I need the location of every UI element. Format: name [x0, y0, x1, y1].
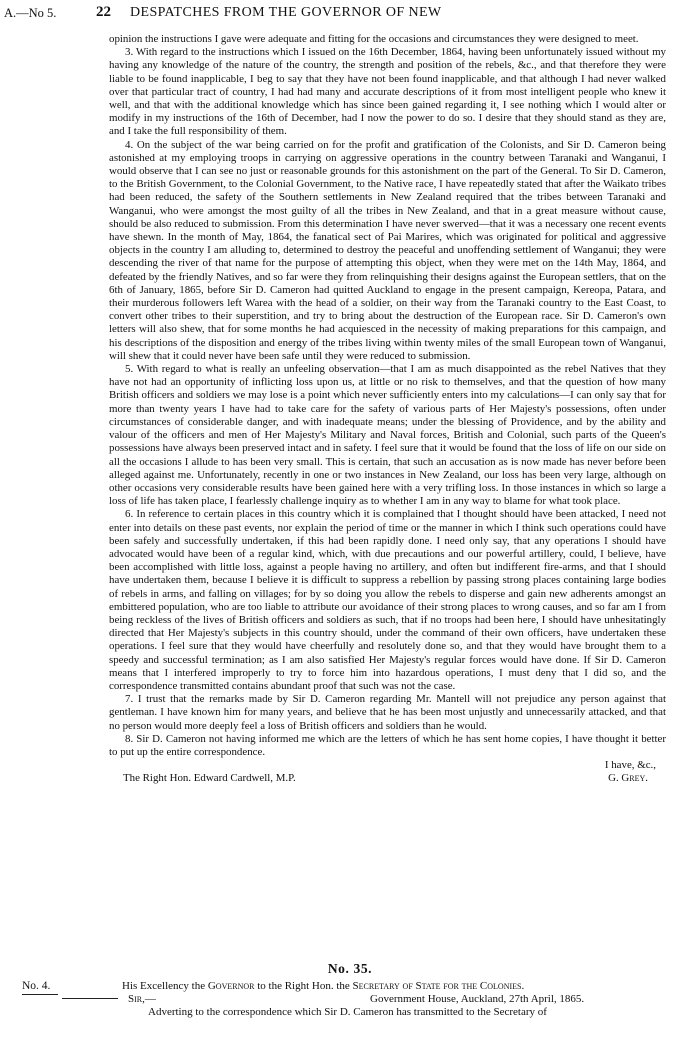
- page-number: 22: [96, 4, 111, 20]
- address-governor: Governor: [207, 980, 255, 992]
- despatch-body: [109, 33, 666, 759]
- address-part-2: to the Right Hon. the: [257, 980, 350, 992]
- despatch-number-heading: No. 35.: [327, 961, 373, 976]
- salutation: Sir,—: [128, 993, 156, 1005]
- paragraph-7: 7. I trust that the remarks made by Sir D. Cameron regarding Mr. Mantell will not prejudice any person against that gentleman. I have known him for many years, and believe that he has been most unjustly and unnecessarily attacked, and that no person would more deeply feel a loss of British officers and soldiers than he would.: [109, 693, 666, 732]
- margin-rule: [22, 994, 58, 995]
- paragraph-4: 4. On the subject of the war being carried on for the profit and gratification of the Colonists, and Sir D. Cameron being astonished at my employing troops in carrying on aggressive operations in the country between Taranaki and Wanganui, I would observe that I can see no just or reasonable grounds for this astonishment on the part of the General. To Sir D. Cameron, to the British Government, to the Colonial Government, to the Native race, I have repeatedly stated that after the Waikato tribes had been reduced, the safety of the Southern settlements in New Zealand required that the tribes between Taranaki and Wanganui, who were amongst the most guilty of all the tribes in New Zealand, and that in a great measure without cause, should be also reduced to submission. From this determination I have never swerved—that it was a necessary one recent events have shewn. In the month of May, 1864, the fanatical sect of Pai Marires, which was originated for political and aggressive objects in the country I am alluding to, determined to destroy the peaceful and unoffending settlement of Wanganui; they were descending the river of that name for the purpose of attempting this object, when they were met on the 14th May, 1864, and defeated by the friendly Natives, and so far were they from relinquishing their designs against the European settlers, that on the 6th of January, 1865, before Sir D. Cameron had quitted Auckland to engage in the present campaign, Kereopa, Patara, and their murderous followers left Warea with the head of a soldier, on their way from the Taranaki country to the East Coast, to convert other tribes to their superstition, and try to bring about the destruction of the European race. Sir D. Cameron's own letters will also shew, that for some months he had acquiesced in the necessity of making preparations for this campaign, and his descriptions of the disposition and energy of the tribes living within twenty miles of the small European town of Wanganui, will shew that it could never have been safe until they were reduced to submission.: [109, 138, 666, 362]
- next-despatch-first-line: Adverting to the correspondence which Sir D. Cameron has transmitted to the Secretary of: [148, 1006, 547, 1018]
- address-line: [122, 980, 524, 992]
- valediction: I have, &c.,: [604, 759, 656, 771]
- paragraph-8: 8. Sir D. Cameron not having informed me which are the letters of which he has sent home copies, I have thought it better to put up the entire correspondence.: [109, 732, 666, 758]
- paragraph-continuation: opinion the instructions I gave were adequate and fitting for the occasions and circumstances they were designed to meet.: [109, 33, 639, 45]
- address-secretary: Secretary of State for the Colonies.: [352, 980, 525, 992]
- page-header: [0, 2, 700, 22]
- address-part-1: His Excellency the: [122, 980, 206, 992]
- running-title: DESPATCHES FROM THE GOVERNOR OF NEW: [130, 5, 442, 20]
- parliamentary-paper-ref: A.—No 5.: [4, 6, 57, 20]
- paragraph-6: 6. In reference to certain places in this country which it is complained that I thought should have been attacked, I need not enter into details on these past events, nor explain the period of time or the manner in which I think such operations could have been safely and successfully undertaken, if this had been rapidly done. I need only say, that any operations I should have advocated would have been of a regular kind, which, with due precautions and our powerful artillery, could, I believe, have been accomplished with little loss, against a people having no artillery, and often but indifferent fire-arms, and that I should have undertaken them, because I believe it is difficult to suppress a rebellion by passing strong places containing large bodies of rebels in arms, and falling on villages; for by so doing you allow the rebels to disperse and gain new adherents amongst an embittered population, who are too liable to attribute our avoidance of their strong places to wrong causes, and so far am I from being reckless of the lives of British officers and soldiers as such, that if no troops had been here, I should have unhesitatingly directed that Her Majesty's subjects in this country should, under the command of their own officers, have undertaken these operations. I feel sure that they would have cheerfully and resolutely done so, and that they would have brought them to a speedy and successful termination; as I am also satisfied Her Majesty's regular forces would have done. If Sir D. Cameron means that I interfered improperly to try to force him into hazardous operations, I must deny that I did so, and the correspondence transmitted contains abundant proof that such was not the case.: [109, 508, 666, 692]
- paragraph-3: 3. With regard to the instructions which I issued on the 16th December, 1864, having been unfortunately issued without my having any knowledge of the nature of the country, the strength and position of the rebels, &c., and that therefore they were liable to be found inapplicable, I beg to say that they have not been found inapplicable, and that although I had never walked over that particular tract of country, I had had many and accurate descriptions of it from most intelligent people who knew it well, and that with the additional knowledge which has since been gained regarding it, I see nothing which I would alter or modify in my instructions of the 16th of December, had I now the power to do so. I desire that they should stand as they are, and I take the full responsibility of them.: [109, 46, 666, 138]
- margin-note: No. 4.: [22, 980, 51, 992]
- location-date: Government House, Auckland, 27th April, 1865.: [370, 993, 585, 1005]
- signature: G. Grey.: [608, 772, 648, 785]
- salutation-rule: [62, 998, 118, 999]
- addressee: The Right Hon. Edward Cardwell, M.P.: [123, 772, 296, 785]
- paragraph-5: 5. With regard to what is really an unfeeling observation—that I am as much disappointed as the rebel Natives that they have not had an opportunity of inflicting loss upon us, at little or no risk to themselves, and that the question of how many British officers and soldiers we may lose is a point which never sufficiently enters into my calculations—I can only say that for more than twenty years I have had to take care for the safety of various parts of Her Majesty's possessions, often under circumstances of considerable danger, and with inadequate means; under the blessing of Providence, and by the ability and valour of the officers and men of Her Majesty's Military and Naval forces, British and Colonial, such parts of the Queen's possessions have always been preserved intact and in safety. I feel sure that it would be found that the loss of life on our side on all the occasions I allude to has been very small. This is certain, that such an accusation as is now made has never before been alleged against me. Unfortunately, recently in one or two instances in New Zealand, our loss has been very large, although on other occasions very considerable results have been gained here with a very trifling loss. In those instances in which so large a loss of life has taken place, I fearlessly challenge inquiry as to whether I am in any way to blame for what took place.: [109, 363, 666, 508]
- closing-block: [109, 759, 666, 785]
